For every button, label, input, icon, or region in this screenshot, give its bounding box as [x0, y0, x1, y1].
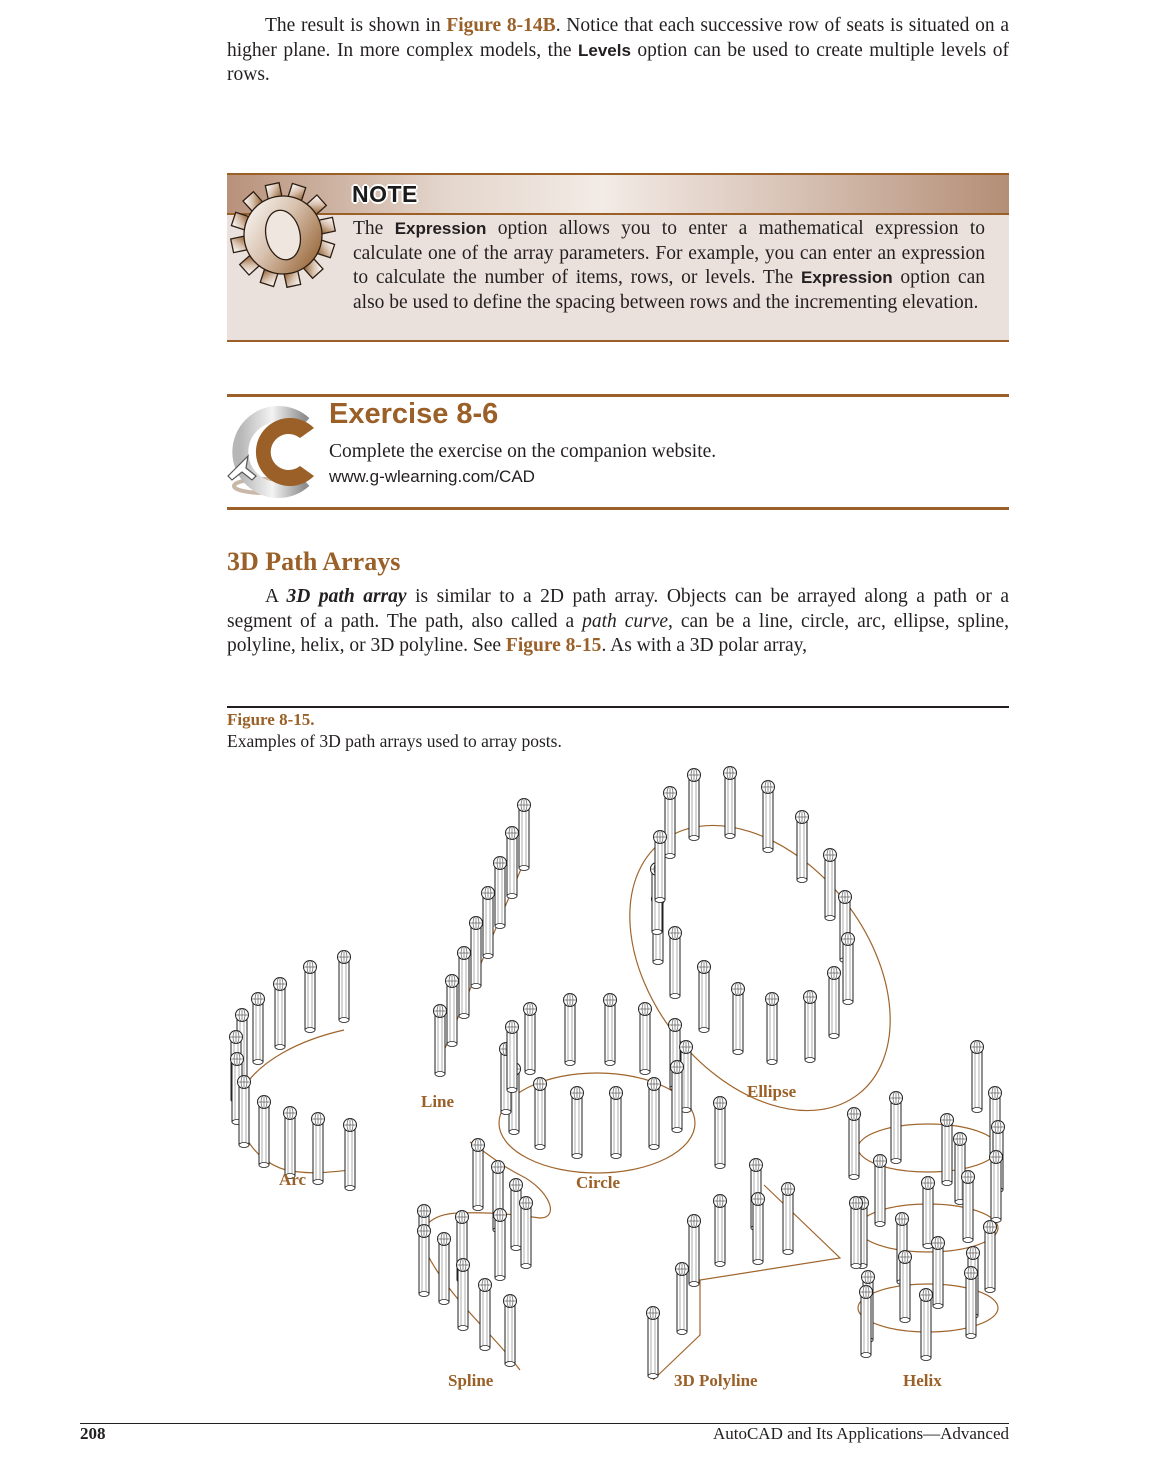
running-title: AutoCAD and Its Applications—Advanced: [712, 1424, 1009, 1443]
label-helix: Helix: [903, 1371, 942, 1390]
section-paragraph: [227, 585, 1009, 659]
text: option can also be used to define the spacing between rows and the incrementing elevation.: [353, 267, 985, 313]
exercise-text: Complete the exercise on the companion website.: [329, 441, 717, 462]
text: The: [353, 218, 395, 239]
label-ellipse: Ellipse: [747, 1082, 797, 1101]
page-number: 208: [80, 1424, 106, 1443]
path-array-drawings: [220, 760, 1020, 1400]
text: option allows you to enter a mathematical expression to calculate one of the array parameters. For example, you can enter an expression to calculate the number of items, rows, or levels. The: [353, 218, 985, 288]
text: , can be a line, circle, arc, ellipse, spline, polyline, helix, or 3D polyline. See: [227, 610, 1009, 656]
keyword-levels: Levels: [577, 40, 631, 60]
label-spline: Spline: [448, 1371, 494, 1390]
gear-icon: [230, 177, 336, 292]
label-line: Line: [421, 1092, 455, 1111]
figure-number: Figure 8-15.: [227, 710, 315, 729]
text: option can be used to create multiple levels of rows.: [227, 39, 1009, 85]
term-path-curve: path curve: [582, 610, 669, 632]
companion-website-c-icon: [226, 406, 330, 498]
figure-illustration: [220, 760, 1020, 1400]
label-3d-polyline: 3D Polyline: [674, 1371, 758, 1390]
note-body: [353, 217, 985, 315]
text: . As with a 3D polar array,: [601, 635, 808, 656]
section-heading: 3D Path Arrays: [227, 547, 401, 576]
text: . Notice that each successive row of seats is situated on a higher plane. In more complex models, the: [227, 15, 1009, 61]
exercise-url-link[interactable]: www.g-wlearning.com/CAD: [329, 467, 535, 486]
note-title: NOTE: [352, 181, 418, 207]
note-header: [227, 175, 1009, 215]
exercise-bottom-rule: [227, 507, 1009, 510]
figure-rule: [227, 706, 1009, 708]
keyword-expression: Expression: [800, 268, 893, 287]
figure-caption: Examples of 3D path arrays used to array posts.: [227, 731, 562, 751]
keyword-expression: Expression: [394, 219, 487, 238]
text: The result is shown in: [265, 15, 447, 36]
exercise-title: Exercise 8-6: [329, 398, 499, 430]
label-arc: Arc: [279, 1170, 307, 1189]
note-box: [227, 173, 1009, 342]
term-3d-path-array: 3D path array: [286, 586, 407, 607]
exercise-top-rule: [227, 394, 1009, 397]
figure-reference[interactable]: Figure 8-15: [505, 635, 602, 656]
text: A: [265, 586, 287, 607]
intro-paragraph: [227, 14, 1009, 88]
text: is similar to a 2D path array. Objects can be arrayed along a path or a segment of a path. The path, also called a: [227, 586, 1010, 632]
figure-reference[interactable]: Figure 8-14B: [446, 15, 556, 36]
label-circle: Circle: [576, 1173, 621, 1192]
